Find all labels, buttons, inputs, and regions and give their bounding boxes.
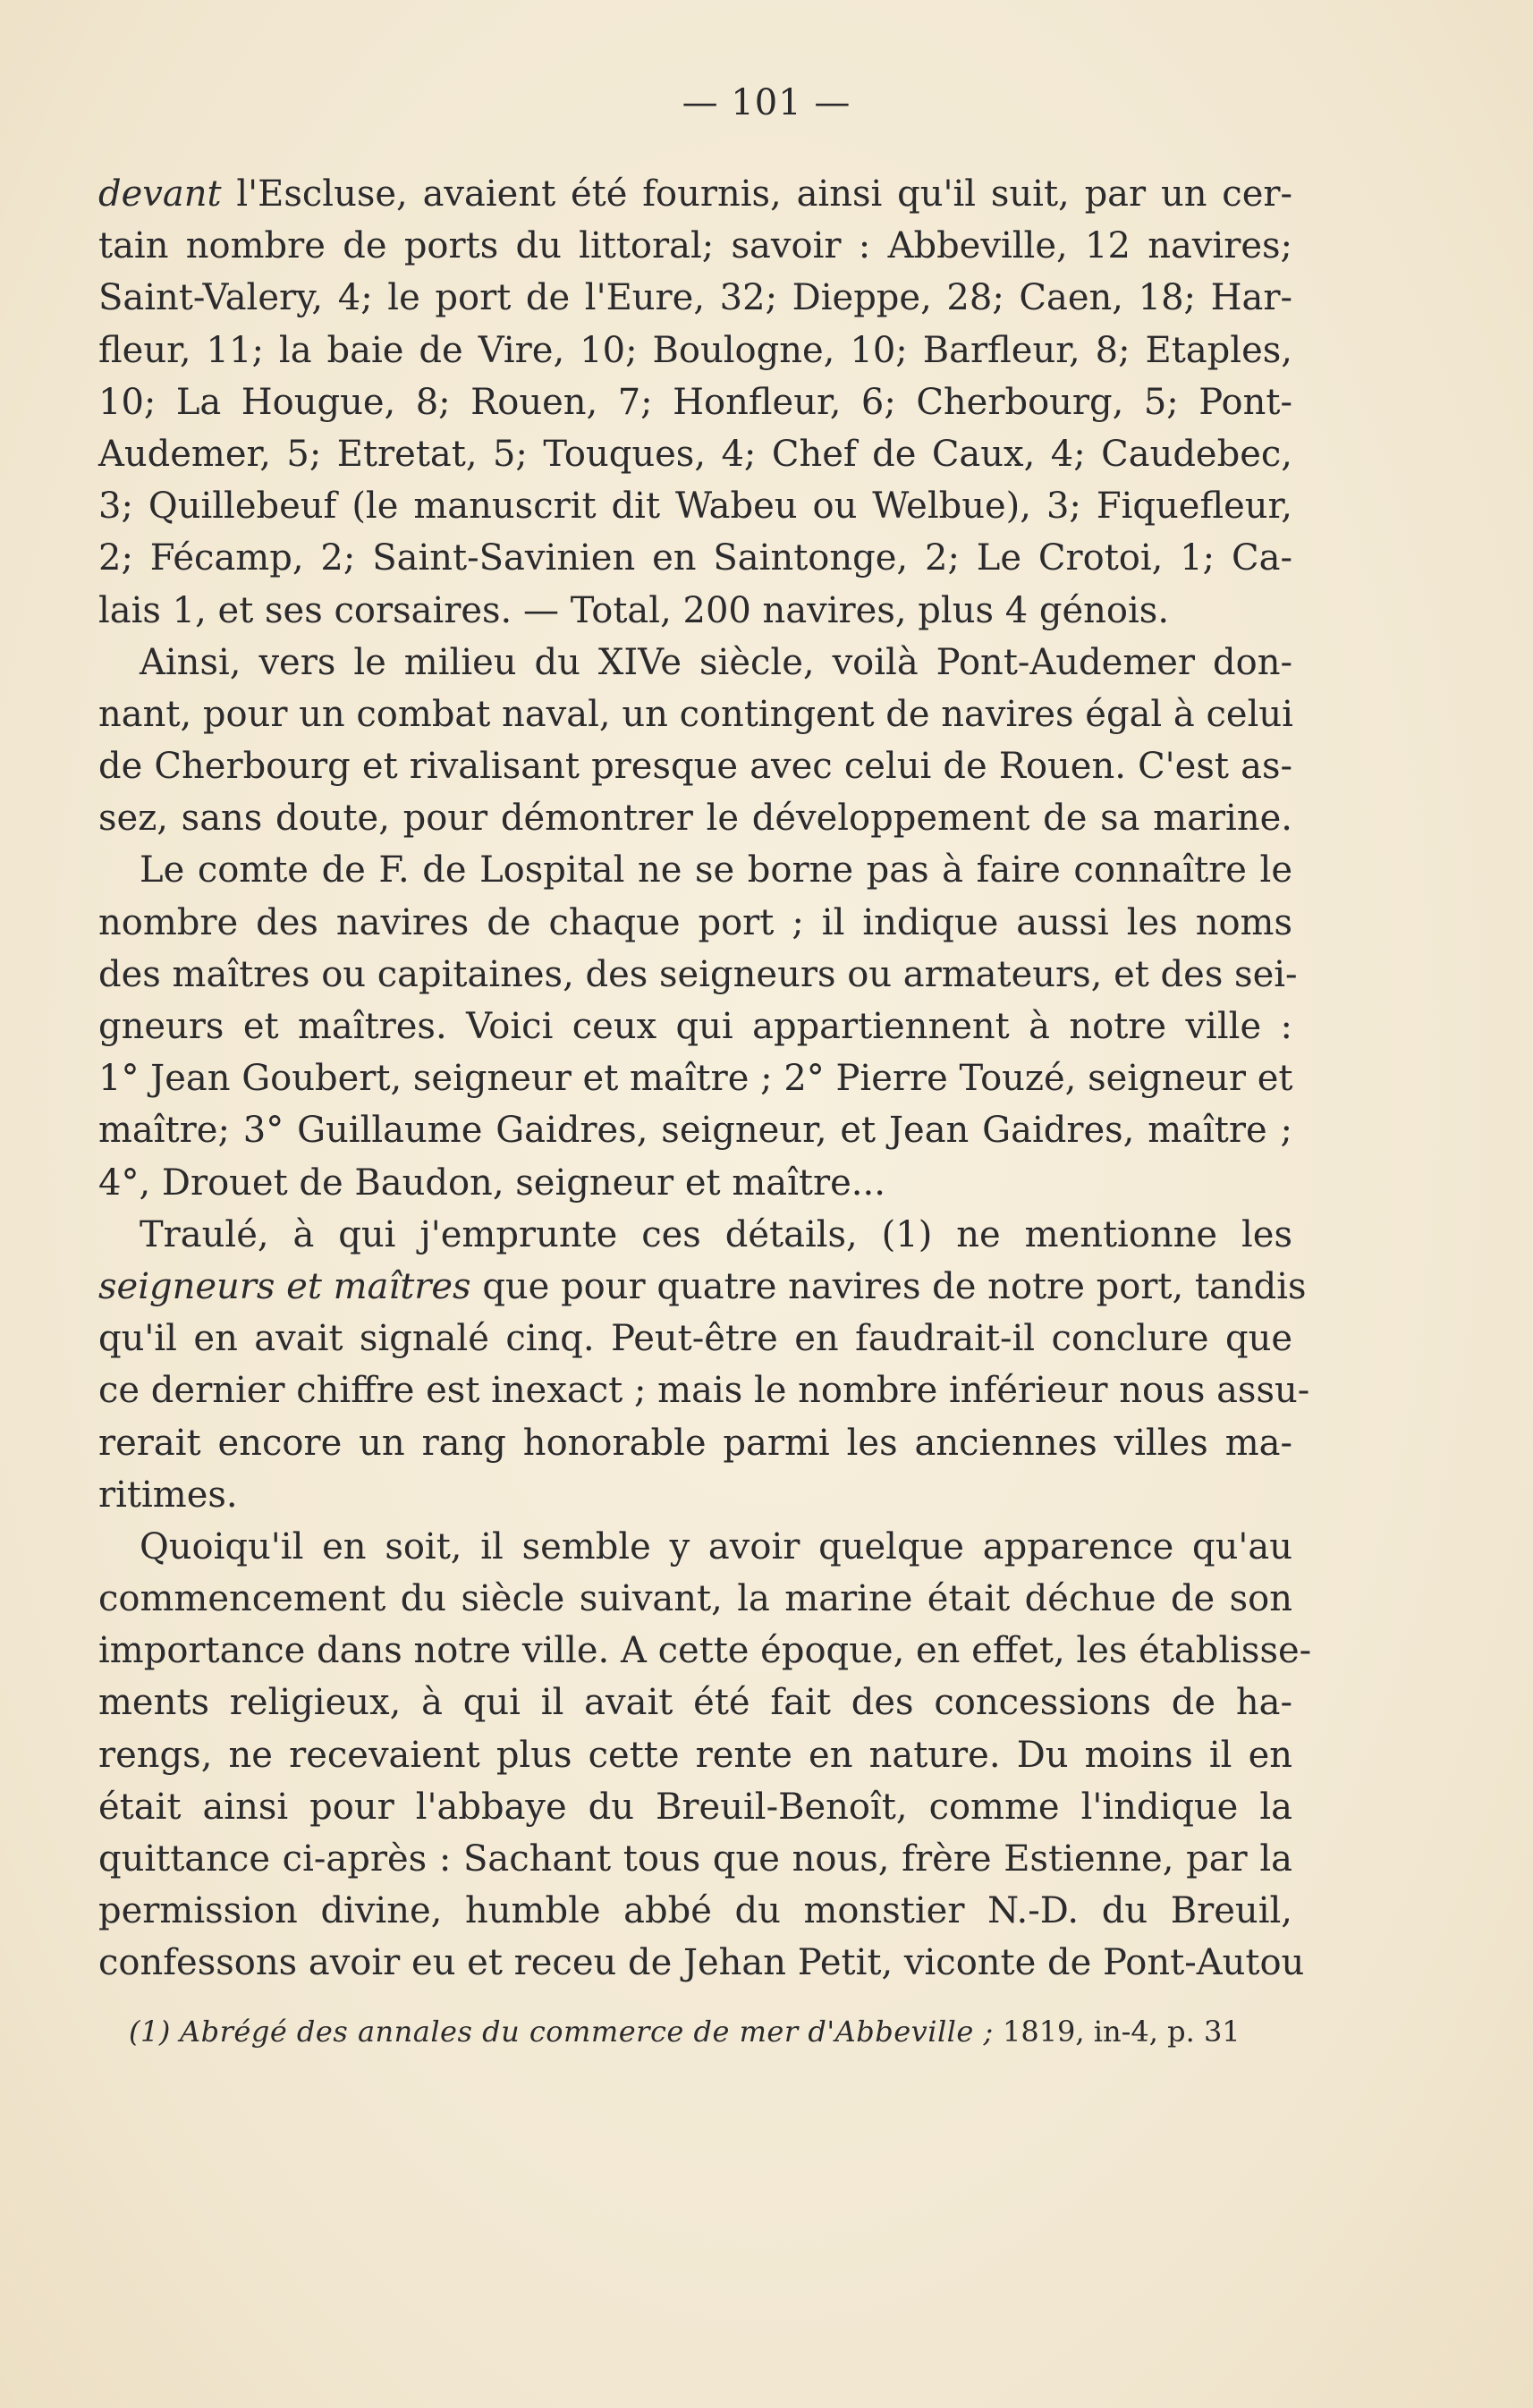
text-line: lais 1, et ses corsaires. — Total, 200 navires, plus 4 génois. <box>98 589 1170 631</box>
text-line: importance dans notre ville. A cette époque, en effet, les établisse- <box>98 1630 1312 1672</box>
text-line: Saint-Valery, 4; le port de l'Eure, 32; Dieppe, 28; Caen, 18; Har- <box>98 277 1292 319</box>
text-line: rerait encore un rang honorable parmi les anciennes villes ma- <box>98 1422 1292 1464</box>
text-line: de Cherbourg et rivalisant presque avec celui de Rouen. C'est as- <box>98 746 1292 788</box>
text-line: tain nombre de ports du littoral; savoir : Abbeville, 12 navires; <box>98 225 1292 267</box>
italic-phrase: seigneurs et maîtres <box>98 1265 471 1307</box>
text-line: fleur, 11; la baie de Vire, 10; Boulogne, 10; Barfleur, 8; Etaples, <box>98 329 1292 371</box>
footnote <box>129 2014 1292 2049</box>
text-line: devant l'Escluse, avaient été fournis, ainsi qu'il suit, par un cer- <box>98 173 1292 215</box>
text-line: sez, sans doute, pour démontrer le développement de sa marine. <box>98 798 1292 840</box>
footnote-marker: (1) <box>129 2015 171 2049</box>
text-line: Le comte de F. de Lospital ne se borne pas à faire connaître le <box>140 849 1292 891</box>
text-line: Ainsi, vers le milieu du XIVe siècle, voilà Pont-Audemer don- <box>140 641 1292 683</box>
text-line: 2; Fécamp, 2; Saint-Savinien en Saintonge, 2; Le Crotoi, 1; Ca- <box>98 537 1292 579</box>
text-line: 1° Jean Goubert, seigneur et maître ; 2° Pierre Touzé, seigneur et <box>98 1058 1293 1100</box>
text-line: rengs, ne recevaient plus cette rente en nature. Du moins il en <box>98 1734 1292 1776</box>
italic-phrase: devant <box>98 173 222 215</box>
text-line: gneurs et maîtres. Voici ceux qui appartiennent à notre ville : <box>98 1006 1292 1047</box>
text-line: seigneurs et maîtres que pour quatre navires de notre port, tandis <box>98 1265 1307 1307</box>
text-line: quittance ci-après : Sachant tous que nous, frère Estienne, par la <box>98 1838 1292 1880</box>
text-line: ritimes. <box>98 1474 238 1516</box>
text-line: des maîtres ou capitaines, des seigneurs ou armateurs, et des sei- <box>98 953 1298 995</box>
text-line: ce dernier chiffre est inexact ; mais le nombre inférieur nous assu- <box>98 1370 1310 1412</box>
text-line: était ainsi pour l'abbaye du Breuil-Benoît, comme l'indique la <box>98 1786 1292 1828</box>
text-line: Quoiqu'il en soit, il semble y avoir quelque apparence qu'au <box>140 1525 1292 1567</box>
text-line: commencement du siècle suivant, la marine était déchue de son <box>98 1578 1292 1620</box>
text-line: 3; Quillebeuf (le manuscrit dit Wabeu ou Welbue), 3; Fiquefleur, <box>98 486 1292 528</box>
text-line: nant, pour un combat naval, un contingent de navires égal à celui <box>98 693 1293 735</box>
text-line: Traulé, à qui j'emprunte ces détails, (1) ne mentionne les <box>140 1213 1292 1255</box>
text-line: ments religieux, à qui il avait été fait des concessions de ha- <box>98 1682 1292 1724</box>
text-line: maître; 3° Guillaume Gaidres, seigneur, et Jean Gaidres, maître ; <box>98 1110 1292 1152</box>
text-line: Audemer, 5; Etretat, 5; Touques, 4; Chef de Caux, 4; Caudebec, <box>98 433 1292 475</box>
text-line: nombre des navires de chaque port ; il indique aussi les noms <box>98 901 1292 943</box>
text-line: qu'il en avait signalé cinq. Peut-être en faudrait-il conclure que <box>98 1318 1292 1360</box>
text-line: 10; La Hougue, 8; Rouen, 7; Honfleur, 6; Cherbourg, 5; Pont- <box>98 381 1292 423</box>
text-line: permission divine, humble abbé du monstier N.-D. du Breuil, <box>98 1890 1292 1932</box>
footnote-title: Abrégé des annales du commerce de mer d'Abbeville ; <box>180 2015 994 2049</box>
text-line: 4°, Drouet de Baudon, seigneur et maître... <box>98 1162 885 1204</box>
body-text <box>98 168 1312 1990</box>
footnote-details: 1819, in-4, p. 31 <box>1002 2015 1241 2049</box>
page-number: — 101 — <box>682 82 851 123</box>
text-line: confessons avoir eu et receu de Jehan Petit, viconte de Pont-Autou <box>98 1942 1305 1984</box>
